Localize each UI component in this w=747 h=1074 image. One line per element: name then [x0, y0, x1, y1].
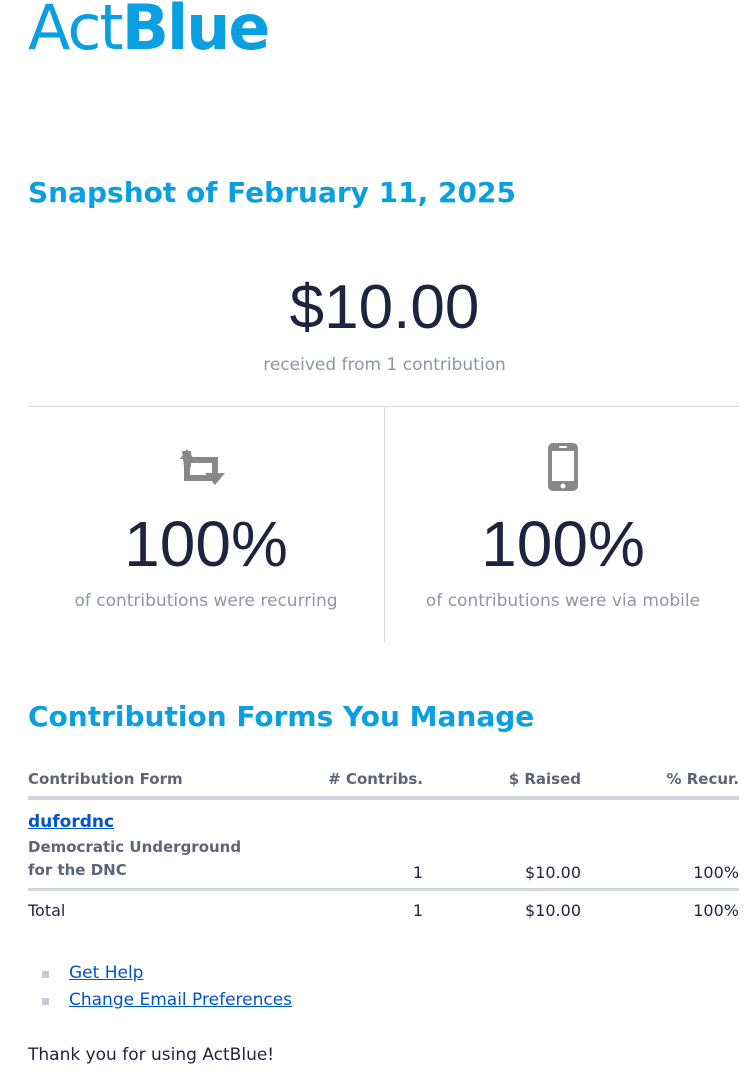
recurring-percent: 100% — [124, 508, 288, 580]
list-item — [28, 987, 292, 1014]
column-header-recur: % Recur. — [581, 764, 739, 798]
column-header-raised: $ Raised — [423, 764, 581, 798]
logo-blue-text: Blue — [121, 0, 269, 64]
mobile-phone-icon — [385, 443, 741, 493]
recurring-caption: of contributions were recurring — [74, 591, 338, 611]
mobile-stat — [385, 407, 741, 643]
recurring-icon — [28, 443, 384, 493]
contribution-forms-table — [28, 764, 739, 926]
column-header-contribs: # Contribs. — [328, 764, 423, 798]
column-header-form: Contribution Form — [28, 764, 328, 798]
contribs-cell: 1 — [328, 798, 423, 890]
mobile-percent: 100% — [481, 508, 645, 580]
actblue-logo — [28, 0, 269, 64]
bullet-icon — [42, 971, 49, 978]
total-row — [28, 890, 739, 927]
recur-cell: 100% — [581, 798, 739, 890]
form-cell — [28, 798, 328, 890]
change-email-preferences-link[interactable]: Change Email Preferences — [69, 990, 293, 1010]
total-raised: $10.00 — [525, 901, 581, 920]
help-links-list — [28, 960, 292, 1014]
table-header-row — [28, 764, 739, 798]
table-row — [28, 798, 739, 890]
snapshot-title: Snapshot of February 11, 2025 — [28, 176, 516, 209]
form-link-dufordnc[interactable]: dufordnc — [28, 812, 115, 832]
total-amount: $10.00 — [289, 273, 480, 342]
recurring-stat — [28, 407, 384, 643]
get-help-link[interactable]: Get Help — [69, 963, 144, 983]
mobile-caption: of contributions were via mobile — [425, 591, 701, 611]
thank-you-text: Thank you for using ActBlue! — [28, 1045, 275, 1065]
form-description: Democratic Underground for the DNC — [28, 838, 242, 879]
total-recur: 100% — [693, 901, 739, 920]
total-amount-subtitle: received from 1 contribution — [263, 355, 506, 375]
total-label: Total — [28, 901, 66, 920]
bullet-icon — [42, 998, 49, 1005]
logo-act-text: Act — [28, 0, 122, 64]
raised-cell: $10.00 — [423, 798, 581, 890]
total-contribs: 1 — [412, 901, 423, 920]
forms-section-title: Contribution Forms You Manage — [28, 700, 535, 733]
list-item — [28, 960, 292, 987]
